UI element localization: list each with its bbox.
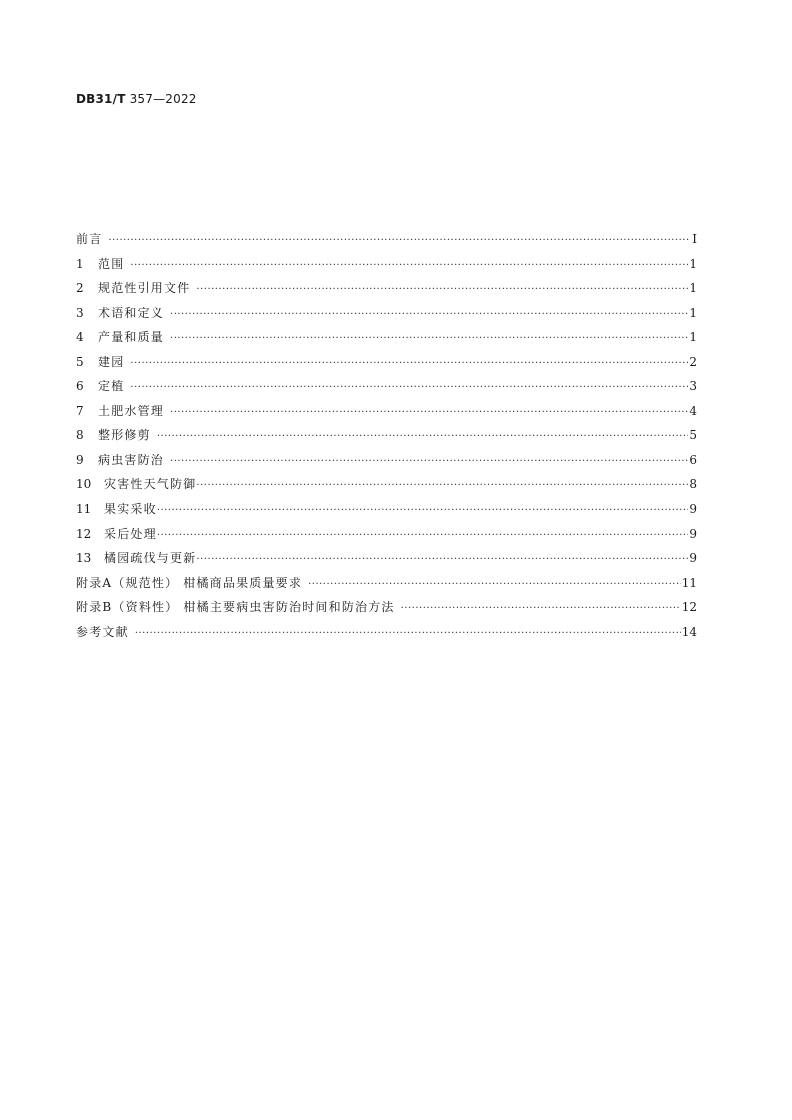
- toc-entry[interactable]: [76, 423, 697, 448]
- toc-entry[interactable]: [76, 472, 697, 497]
- toc-entry-page-number: 11: [681, 575, 697, 590]
- toc-entry-page-number: 9: [689, 526, 697, 541]
- toc-entry-page-number: 9: [689, 502, 697, 517]
- toc-entry-page-number: 9: [689, 551, 697, 566]
- toc-entry-page-number: 1: [689, 330, 697, 345]
- toc-entry-title: 附录B（资料性） 柑橘主要病虫害防治时间和防治方法: [76, 600, 395, 615]
- toc-dot-leader: [196, 278, 688, 303]
- toc-entry-title: 建园: [98, 354, 125, 369]
- toc-entry[interactable]: [76, 620, 697, 645]
- document-code: [76, 92, 197, 106]
- document-code-prefix: DB31/T: [76, 92, 126, 106]
- toc-entry-page-number: 2: [689, 354, 697, 369]
- toc-dot-leader: [130, 254, 688, 279]
- toc-entry[interactable]: [76, 252, 697, 277]
- toc-entry-number: 1: [76, 256, 84, 271]
- toc-entry-page-number: 1: [689, 305, 697, 320]
- toc-dot-leader: [130, 376, 688, 401]
- toc-entry[interactable]: [76, 325, 697, 350]
- toc-entry-title: 术语和定义: [98, 305, 165, 320]
- toc-entry-number: 4: [76, 330, 84, 345]
- toc-dot-leader: [157, 425, 689, 450]
- toc-entry[interactable]: [76, 350, 697, 375]
- toc-entry-title: 采后处理: [104, 526, 157, 541]
- toc-entry[interactable]: [76, 399, 697, 424]
- toc-entry-title: 前言: [76, 232, 103, 246]
- toc-entry-title: 整形修剪: [98, 428, 151, 443]
- toc-entry-title: 灾害性天气防御: [104, 477, 197, 492]
- toc-entry-title: 范围: [98, 256, 125, 271]
- toc-entry[interactable]: [76, 301, 697, 326]
- toc-entry[interactable]: [76, 595, 697, 620]
- document-code-number: 357—2022: [129, 92, 197, 106]
- toc-entry-number: 11: [76, 502, 92, 517]
- toc-entry-title: 病虫害防治: [98, 452, 165, 467]
- toc-dot-leader: [401, 597, 681, 622]
- toc-entry-page-number: 4: [689, 403, 697, 418]
- toc-entry-title: 定植: [98, 379, 125, 394]
- toc-entry-number: 5: [76, 354, 84, 369]
- toc-entry-title: 附录A（规范性） 柑橘商品果质量要求: [76, 575, 303, 590]
- toc-entry[interactable]: [76, 571, 697, 596]
- toc-entry-page-number: 12: [681, 600, 697, 615]
- toc-dot-leader: [170, 401, 688, 426]
- toc-entry-title: 产量和质量: [98, 330, 165, 345]
- toc-dot-leader: [170, 303, 688, 328]
- toc-dot-leader: [157, 499, 689, 524]
- toc-entry-number: 13: [76, 551, 92, 566]
- toc-entry-number: 10: [76, 477, 92, 492]
- toc-entry[interactable]: [76, 227, 697, 252]
- toc-entry-page-number: 1: [689, 281, 697, 296]
- toc-dot-leader: [157, 524, 689, 549]
- toc-dot-leader: [130, 352, 688, 377]
- toc-dot-leader: [170, 327, 688, 352]
- toc-entry-title: 规范性引用文件: [98, 281, 191, 296]
- toc-entry-title: 橘园疏伐与更新: [104, 551, 197, 566]
- toc-entry-number: 8: [76, 428, 84, 443]
- toc-entry[interactable]: [76, 497, 697, 522]
- toc-entry-page-number: 8: [689, 477, 697, 492]
- toc-entry-number: 9: [76, 452, 84, 467]
- toc-entry-page-number: 14: [681, 624, 697, 639]
- toc-entry[interactable]: [76, 276, 697, 301]
- toc-entry-title: 参考文献: [76, 624, 129, 639]
- toc-entry-page-number: 5: [689, 428, 697, 443]
- toc-entry-page-number: 3: [689, 379, 697, 394]
- toc-entry-number: 6: [76, 379, 84, 394]
- toc-entry-page-number: 6: [689, 452, 697, 467]
- toc-entry-number: 12: [76, 526, 92, 541]
- toc-dot-leader: [196, 474, 688, 499]
- toc-entry-number: 7: [76, 403, 84, 418]
- toc-dot-leader: [308, 573, 681, 598]
- toc-dot-leader: [135, 622, 681, 647]
- toc-entry-number: 3: [76, 305, 84, 320]
- toc-entry[interactable]: [76, 448, 697, 473]
- toc-dot-leader: [108, 229, 690, 254]
- toc-entry-number: 2: [76, 281, 84, 296]
- table-of-contents: [76, 227, 697, 644]
- toc-entry[interactable]: [76, 374, 697, 399]
- toc-entry-title: 果实采收: [104, 502, 157, 517]
- toc-entry-page-number: 1: [689, 256, 697, 271]
- toc-entry[interactable]: [76, 522, 697, 547]
- toc-entry-page-number: I: [692, 232, 697, 246]
- toc-entry-title: 土肥水管理: [98, 403, 165, 418]
- toc-dot-leader: [170, 450, 688, 475]
- toc-dot-leader: [196, 548, 688, 573]
- toc-entry[interactable]: [76, 546, 697, 571]
